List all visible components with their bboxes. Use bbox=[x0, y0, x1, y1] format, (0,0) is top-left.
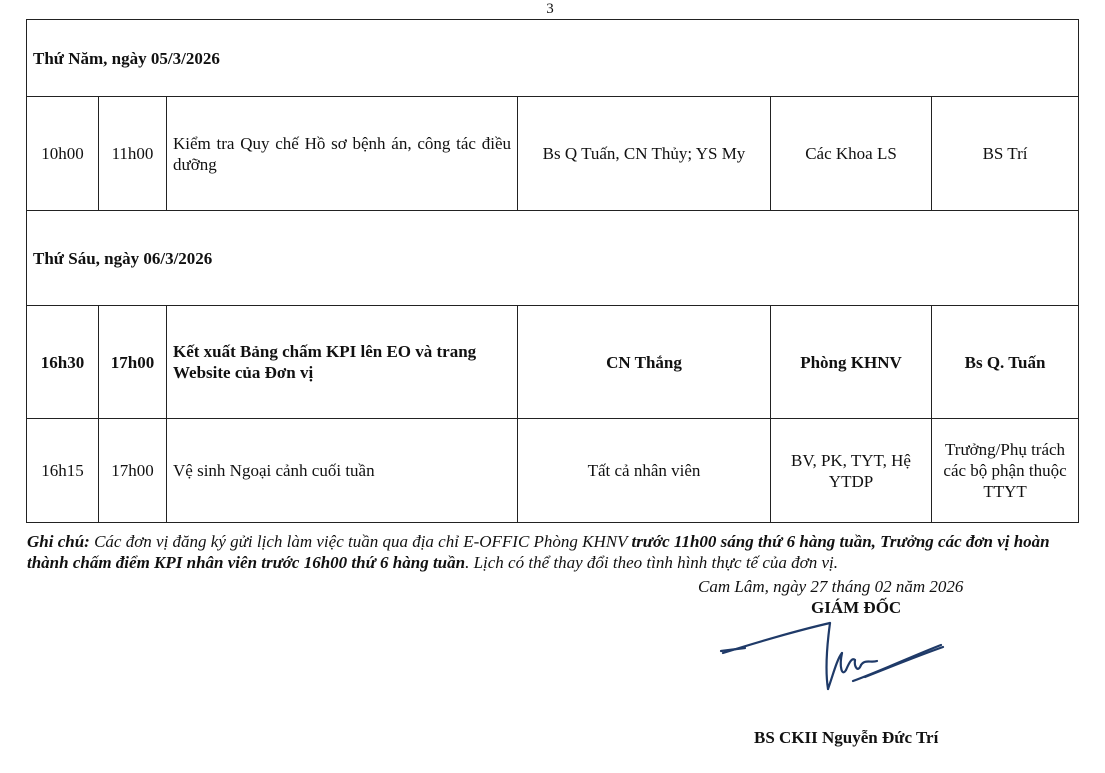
day-header-row bbox=[27, 211, 1079, 306]
note-text-end: . Lịch có thể thay đổi theo tình hình thực tế của đơn vị. bbox=[465, 553, 838, 572]
end-time: 17h00 bbox=[99, 419, 167, 523]
table-row bbox=[27, 306, 1079, 419]
note-emphasis: trước 11h00 sáng thứ 6 hàng tuần, Trưởng các đơn vị hoàn thành chấm điểm KPI nhân viên trước 16h00 thứ 6 hàng tuần bbox=[27, 532, 1050, 572]
place-date: Cam Lâm, ngày 27 tháng 02 năm 2026 bbox=[698, 577, 964, 596]
table-row bbox=[27, 97, 1079, 211]
page-number: 3 bbox=[546, 1, 554, 17]
event-lead: Trưởng/Phụ trách các bộ phận thuộc TTYT bbox=[932, 419, 1079, 523]
signature-image bbox=[715, 615, 950, 710]
event-participants: Tất cả nhân viên bbox=[518, 419, 771, 523]
event-location: Các Khoa LS bbox=[771, 97, 932, 211]
event-content: Vệ sinh Ngoại cảnh cuối tuần bbox=[167, 419, 518, 523]
director-title: GIÁM ĐỐC bbox=[811, 598, 902, 617]
schedule-table bbox=[26, 19, 1079, 523]
end-time: 11h00 bbox=[99, 97, 167, 211]
note-paragraph bbox=[27, 531, 1087, 573]
event-participants: Bs Q Tuấn, CN Thủy; YS My bbox=[518, 97, 771, 211]
event-participants: CN Thắng bbox=[518, 306, 771, 419]
event-location: BV, PK, TYT, Hệ YTDP bbox=[771, 419, 932, 523]
note-label: Ghi chú: bbox=[27, 532, 90, 551]
day-heading: Thứ Sáu, ngày 06/3/2026 bbox=[27, 211, 1079, 306]
day-header-row bbox=[27, 20, 1079, 97]
event-lead: Bs Q. Tuấn bbox=[932, 306, 1079, 419]
event-location: Phòng KHNV bbox=[771, 306, 932, 419]
start-time: 16h15 bbox=[27, 419, 99, 523]
event-content: Kết xuất Bảng chấm KPI lên EO và trang Website của Đơn vị bbox=[167, 306, 518, 419]
start-time: 16h30 bbox=[27, 306, 99, 419]
event-content: Kiểm tra Quy chế Hồ sơ bệnh án, công tác điều dưỡng bbox=[167, 97, 518, 211]
start-time: 10h00 bbox=[27, 97, 99, 211]
table-row bbox=[27, 419, 1079, 523]
signer-name: BS CKII Nguyễn Đức Trí bbox=[754, 728, 939, 747]
day-heading: Thứ Năm, ngày 05/3/2026 bbox=[27, 20, 1079, 97]
event-lead: BS Trí bbox=[932, 97, 1079, 211]
end-time: 17h00 bbox=[99, 306, 167, 419]
note-text: Các đơn vị đăng ký gửi lịch làm việc tuần qua địa chỉ E-OFFIC Phòng KHNV bbox=[89, 532, 632, 551]
